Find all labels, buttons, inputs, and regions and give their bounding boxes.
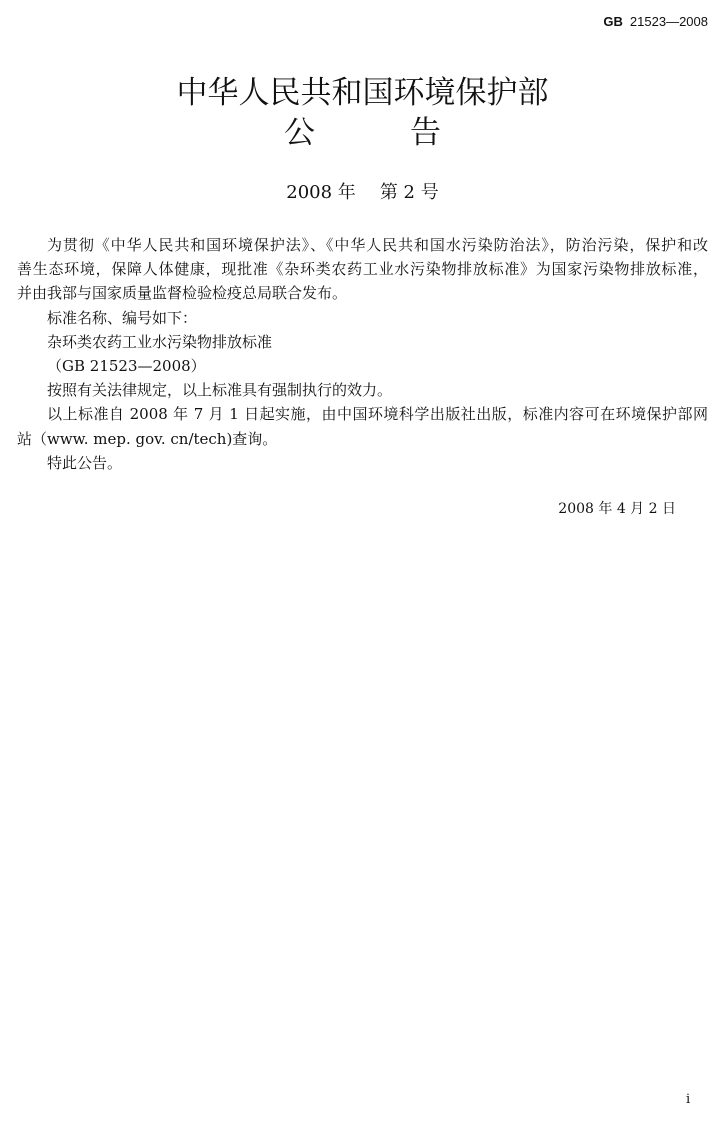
announcement-title: 公告 [284, 115, 536, 151]
announcement-number [0, 181, 725, 205]
standard-code-header [603, 13, 708, 31]
announcement-issue: 第 2 号 [379, 182, 439, 203]
paragraph [17, 233, 708, 306]
standard-name: 杂环类农药工业水污染物排放标准 [47, 332, 273, 351]
paragraph [17, 378, 708, 402]
paragraph [17, 306, 708, 330]
paragraph [17, 330, 708, 354]
issue-date: 2008 年 4 月 2 日 [558, 501, 676, 517]
body-line: 善生态环境，保障人体健康，现批准《杂环类农药工业水污染物排放标准》为国家污染物排放标准， [17, 260, 708, 279]
announcement-body [17, 233, 708, 475]
paragraph [17, 451, 708, 475]
paragraph [17, 354, 708, 378]
closing-line: 特此公告。 [47, 453, 123, 472]
body-line: 标准名称、编号如下： [47, 308, 198, 327]
body-line: 按照有关法律规定，以上标准具有强制执行的效力。 [47, 381, 393, 400]
issuer-title: 中华人民共和国环境保护部 [176, 75, 549, 111]
body-line: 以上标准自 2008 年 7 月 1 日起实施，由中国环境科学出版社出版，标准内容可在环境保护部网 [47, 405, 708, 424]
body-line: 站（www. mep. gov. cn/tech)查询。 [17, 429, 278, 448]
body-line: 为贯彻《中华人民共和国环境保护法》、《中华人民共和国水污染防治法》，防治污染，保护和改 [47, 236, 708, 254]
standard-prefix: GB [603, 14, 623, 29]
page-number: i [686, 1092, 691, 1107]
announcement-year: 2008 年 [286, 182, 356, 203]
standard-number: 21523—2008 [629, 14, 708, 29]
standard-code: （GB 21523—2008） [47, 356, 206, 375]
body-line: 并由我部与国家质量监督检验检疫总局联合发布。 [17, 284, 348, 303]
paragraph [17, 402, 708, 450]
